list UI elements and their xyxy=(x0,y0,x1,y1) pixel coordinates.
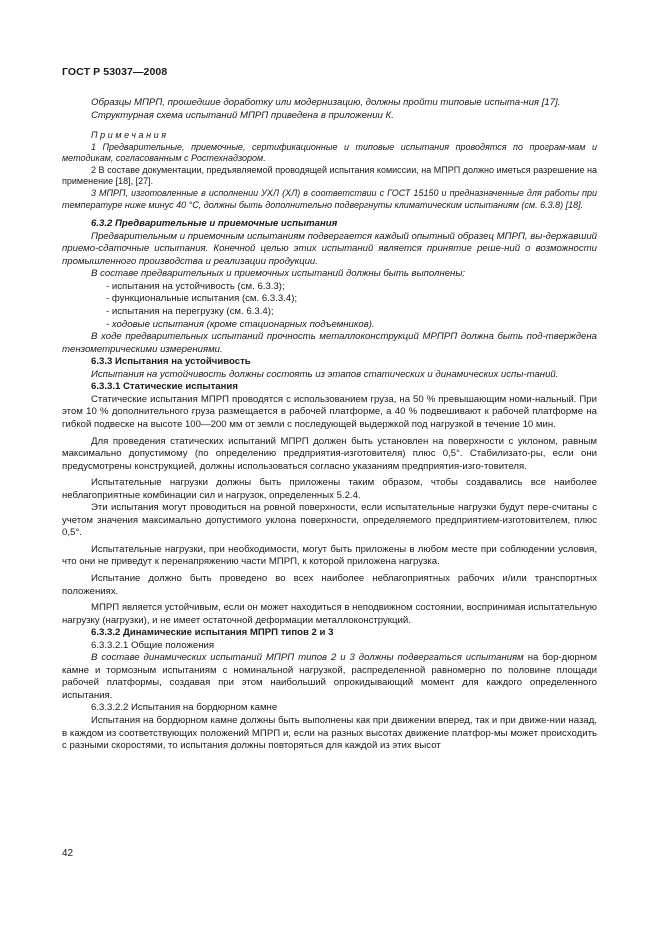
page-number: 42 xyxy=(62,848,74,859)
page-content xyxy=(62,97,597,753)
section-heading: 6.3.3.2 Динамические испытания МПРП типов 2 и 3 xyxy=(91,627,334,639)
paragraph: Для проведения статических испытаний МПРП должен быть установлен на поверхности с уклоном, равным максимально допустимому (по определению предприятия-изготовителя) плюс 0,5°. Стабилизато-ры, если они предусмотрены конструкцией, должны использоваться согласно указаниям предприятия-изго-товителя. xyxy=(62,435,597,472)
paragraph: Эти испытания могут проводиться на ровной поверхности, если испытательные нагрузки будут пере-считаны с учетом значения максимально допустимого уклона поверхности, определяемого предприятием-изготовителем, плюс 0,5°. xyxy=(62,502,597,539)
paragraph: Испытание должно быть проведено во всех наиболее неблагоприятных рабочих и/или транспортных положениях. xyxy=(62,572,597,597)
list-item: - ходовые испытания (кроме стационарных подъемников). xyxy=(106,318,375,330)
paragraph: В составе предварительных и приемочных испытаний должны быть выполнены: xyxy=(91,268,466,280)
paragraph: МПРП является устойчивым, если он может находиться в неподвижном состоянии, воспринимая испытательную нагрузку (нагрузки), и не имеет остаточной деформации металлоконструкций. xyxy=(62,602,597,626)
note-item: 2 В составе документации, предъявляемой проводящей испытания комиссии, на МПРП должно иметься разрешение на применение [18], [27]. xyxy=(62,164,597,187)
paragraph: Структурная схема испытаний МПРП приведена в приложении К. xyxy=(91,109,394,121)
paragraph xyxy=(62,652,597,702)
section-heading: 6.3.3 Испытания на устойчивость xyxy=(91,356,251,368)
paragraph: Статические испытания МПРП проводятся с использованием груза, на 50 % превышающим номи-нальный. При этом 10 % дополнительного груза размещается в рабочей платформе, а 40 % подвешивают к рабочей платформе на гибкой подвеске на высоте 100—200 мм от земли с последующей выдержкой под нагрузкой в течение 10 мин. xyxy=(62,393,597,430)
paragraph-rest: на бор-дюрном камне и тормозным испытаниям с номинальной нагрузкой, распределенной равномерно по половине площади рабочей платформы, создавая при этом наибольший опрокидывающий момент для каждого определенного испытания. xyxy=(62,652,597,701)
paragraph-italic-part: В составе динамических испытаний МПРП типов 2 и 3 должны подвергаться испытаниям xyxy=(91,652,524,664)
paragraph: Испытательные нагрузки должны быть приложены таким образом, чтобы создавались все наиболее неблагоприятные комбинации сил и нагрузок, определенных 5.2.4. xyxy=(62,477,597,501)
paragraph: Испытания на устойчивость должны состоять из этапов статических и динамических испы-таний. xyxy=(91,368,559,380)
note-item: 1 Предварительные, приемочные, сертификационные и типовые испытания проводятся по програм-мам и методикам, согласованным с Ростехнадзором. xyxy=(62,141,597,164)
paragraph: Предварительным и приемочным испытаниям подвергается каждый опытный образец МПРП, вы-державший приемо-сдаточные испытания. Конечной целью этих испытаний является принятие реше-ний о возможности промышленного производства и реализации продукции. xyxy=(62,230,597,267)
notes-title: Примечания xyxy=(91,130,169,141)
list-item: - испытания на перегрузку (см. 6.3.4); xyxy=(106,306,274,318)
note-item: 3 МПРП, изготовленные в исполнении УХЛ (ХЛ) в соответствии с ГОСТ 15150 и предназначенные для работы при температуре ниже минус 40 °С, должны быть дополнительно подвергнуты климатическим испытаниям (см. 6.3.8) [18]. xyxy=(62,188,597,210)
paragraph: Образцы МПРП, прошедшие доработку или модернизацию, должны пройти типовые испыта-ния [17]. xyxy=(91,97,561,108)
list-item: - функциональные испытания (см. 6.3.3.4); xyxy=(106,293,298,305)
subsection-heading: 6.3.3.2.2 Испытания на бордюрном камне xyxy=(91,702,278,714)
subsection-heading: 6.3.3.2.1 Общие положения xyxy=(91,639,215,651)
paragraph: Испытания на бордюрном камне должны быть выполнены как при движении вперед, так и при движе-нии назад, в каждом из соответствующих положений МПРП и, если на разных высотах движение платфор-мы может происходить с разными скоростями, то испытания должны повторяться для каждой из этих высот xyxy=(62,714,597,752)
paragraph: Испытательные нагрузки, при необходимости, могут быть приложены в любом месте при соблюдении условия, что они не приведут к перенапряжению части МПРП, к которой приложена нагрузка. xyxy=(62,543,597,568)
section-heading: 6.3.3.1 Статические испытания xyxy=(91,381,238,393)
paragraph: В ходе предварительных испытаний прочность металлоконструкций МРПРП должна быть под-тверждена тензометрическими измерениями. xyxy=(62,331,597,355)
list-item: - испытания на устойчивость (см. 6.3.3); xyxy=(106,280,285,292)
document-header: ГОСТ Р 53037—2008 xyxy=(62,66,168,78)
section-heading: 6.3.2 Предварительные и приемочные испытания xyxy=(91,218,338,230)
